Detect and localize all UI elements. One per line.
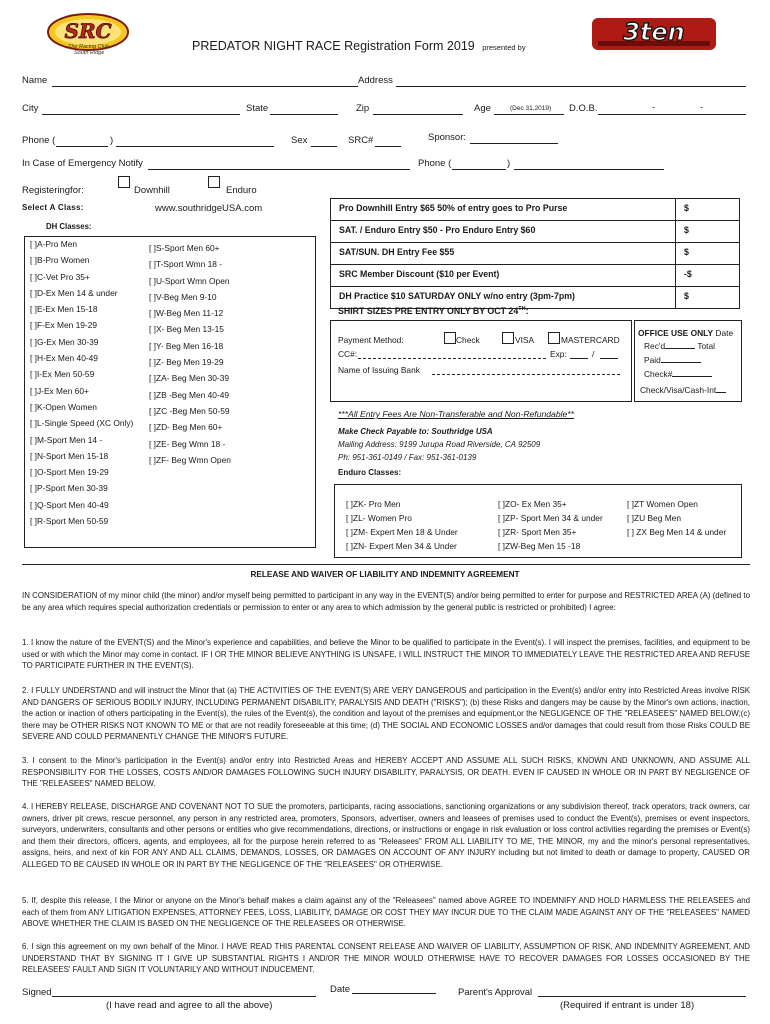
payment-box	[330, 320, 632, 402]
age-label: Age	[474, 103, 491, 114]
check-label: Check	[456, 335, 480, 345]
dh-class-option-b-4[interactable]: [ ]W-Beg Men 11-12	[149, 308, 224, 319]
state-field[interactable]	[270, 114, 338, 115]
enduro-class-option-c-1[interactable]: [ ]ZU Beg Men	[627, 513, 681, 523]
src-num-label: SRC#	[348, 135, 374, 146]
dh-class-option-17[interactable]: [ ]R-Sport Men 50-59	[30, 516, 109, 527]
city-field[interactable]	[42, 114, 240, 115]
signed-field[interactable]	[52, 996, 316, 997]
fee-row	[330, 243, 740, 265]
name-label: Name	[22, 75, 48, 86]
visa-label: VISA	[515, 335, 535, 345]
fee-amount-field[interactable]	[675, 243, 741, 264]
enduro-class-option-c-2[interactable]: [ ] ZX Beg Men 14 & under	[627, 527, 727, 537]
mastercard-label: MASTERCARD	[561, 335, 620, 345]
office-recd-label: Rec'd	[644, 341, 666, 351]
dh-class-option-b-10[interactable]: [ ]ZC -Beg Men 50-59	[149, 405, 230, 416]
form-title	[192, 39, 526, 53]
phone-area-field[interactable]	[56, 146, 108, 147]
age-field[interactable]	[494, 114, 564, 115]
svg-text:SRC: SRC	[64, 19, 112, 43]
release-clause-5: 5. If, despite this release, I the Minor or anyone on the Minor's behalf makes a claim against any of the "Releasees" named above AGREE TO INDEMNIFY AND HOLD HARMLESS THE RELEASEES and each of them from ANY LITIGATION EXPENSES, ATTORNEY FEES, LOSS, LIABILITY, DAMAGE OR COST THEY MAY INCUR DUE TO THE CLAIM MADE AGAINST ANY OF THE "RELEASEES" NAMED ABOVE WHETHER THE CLAIM IS BASED ON THE NEGLIGENCE OF THE RELEASEES OR OTHERWISE.	[22, 896, 750, 929]
age-note: (Dec 31,2019)	[510, 105, 552, 112]
phone-close: )	[110, 135, 114, 146]
section-divider	[22, 564, 750, 565]
address-field[interactable]	[396, 86, 746, 87]
release-clause-6: 6. I sign this agreement on my own behalf of the Minor. I HAVE READ THIS PARENTAL CONSENT RELEASE AND WAIVER OF LIABILITY, ASSUMPTION OF RISK, AND INDEMNITY AGREEMENT, AND UNDERSTAND THAT BY SIGNING IT I GIVE UP SUBSTANTIAL RIGHTS I AND/OR THE MINOR WOULD OTHERWISE HAVE TO RECOVER DAMAGES FOR LOSSES OCCASIONED BY THE RELEASEES' FAULT AND SIGN IT VOLUNTARILY AND WITHOUT INDUCEMENT.	[22, 942, 750, 975]
fee-amount-symbol: $	[684, 225, 689, 235]
enduro-col1	[346, 497, 458, 553]
enduro-classes-title: Enduro Classes:	[338, 468, 402, 477]
issuing-label: Name of Issuing Bank	[338, 365, 420, 375]
city-label: City	[22, 103, 39, 114]
enduro-class-option-b-0[interactable]: [ ]ZO- Ex Men 35+	[498, 499, 567, 509]
state-label: State	[246, 103, 269, 114]
phone-field[interactable]	[116, 146, 274, 147]
fee-label: Pro Downhill Entry $65 50% of entry goes to Pro Purse	[339, 203, 568, 213]
phone2-label: Phone (	[418, 158, 452, 169]
exp-sep: /	[592, 349, 595, 359]
fee-label: SAT/SUN. DH Entry Fee $55	[339, 247, 455, 257]
dh-class-option-13[interactable]: [ ]N-Sport Men 15-18	[30, 450, 109, 461]
phone2-field[interactable]	[514, 169, 664, 170]
dh-class-option-b-13[interactable]: [ ]ZF- Beg Wmn Open	[149, 454, 231, 465]
registering-label: Registeringfor:	[22, 185, 84, 196]
fee-amount-symbol: $	[684, 247, 689, 257]
release-clause-4: 4. I HEREBY RELEASE, DISCHARGE AND COVENANT NOT TO SUE the promoters, participants, racing associations, sanctioning organizations or any subdivision thereof, track operators, track owners, car owners, driver pit crews, rescue personnel, any person in any restricted area, promoters, Sponsors, advertiser, owners and leasees of premises used to conduct the Event(s), premises or event inspectors, surveyors, underwriters, consultants and other persons or entities who give recommendations, directions, or instructions or engage in risk evaluation or loss control activities regarding the premises or Event(s) and them their directors, officers, agents, and employees, all for the purpose herein referred to as "Releasees" FROM ALL LIABILITY TO ME, THE MINOR, my and the minor's personal representatives, assigns, heirs, and next of kin FOR ANY AND ALL CLAIMS, DEMANDS, LOSSES, OR DAMAGES ON ACCOUNT OF ANY INJURY including but not limited to death or damage to property, CAUSED OR ALLEGED TO BE CAUSED IN WHOLE OR IN PART BY THE NEGLIGENCE OF THE "RELEASEES" OR OTHERWISE.	[22, 802, 750, 869]
date-field[interactable]	[352, 993, 436, 994]
check-checkbox[interactable]	[444, 332, 456, 344]
exp-label: Exp:	[550, 349, 567, 359]
dh-class-option-6[interactable]: [ ]G-Ex Men 30-39	[30, 336, 99, 347]
src-logo-sub1: The Racing Club	[68, 44, 109, 50]
enduro-col2	[498, 497, 603, 553]
cc-field[interactable]	[358, 358, 546, 359]
enduro-col3	[627, 497, 726, 539]
fee-amount-symbol: $	[684, 291, 689, 301]
dh-class-option-16[interactable]: [ ]Q-Sport Men 40-49	[30, 499, 109, 510]
enduro-class-option-2[interactable]: [ ]ZM- Expert Men 18 & Under	[346, 527, 458, 537]
dh-class-option-0[interactable]: [ ]A-Pro Men	[30, 239, 78, 249]
shirt-sup: TH	[518, 306, 526, 313]
dh-class-option-10[interactable]: [ ]K-Open Women	[30, 401, 97, 412]
sponsor-field[interactable]	[470, 143, 558, 144]
fee-amount-symbol: $	[684, 203, 689, 213]
dh-class-option-b-1[interactable]: [ ]T-Sport Wmn 18 -	[149, 259, 223, 270]
fees-table	[330, 198, 740, 309]
release-intro: IN CONSIDERATION of my minor child (the minor) and/or myself being permitted to participant in any way in the EVENT(S) and/or being permitted to enter for purpose and RESTRICTED AREA (A) (defined to be any area which requires special authorization credentials or permission to enter or any area to which admission by the general public is restricted or prohibited) I agree:	[22, 591, 750, 612]
office-recd	[644, 341, 715, 351]
dh-class-option-3[interactable]: [ ]D-Ex Men 14 & under	[30, 287, 118, 298]
presented-by: presented by	[482, 43, 526, 52]
dh-class-option-9[interactable]: [ ]J-Ex Men 60+	[30, 385, 89, 396]
dh-class-option-b-5[interactable]: [ ]X- Beg Men 13-15	[149, 324, 224, 335]
office-title-text: OFFICE USE ONLY	[638, 328, 714, 338]
src-logo	[46, 10, 130, 56]
fee-amount-field[interactable]	[675, 221, 741, 242]
dh-classes-col2	[149, 240, 231, 468]
nonrefund-note: ***All Entry Fees Are Non-Transferable and Non-Refundable**	[338, 409, 574, 419]
release-clause-2: 2. I FULLY UNDERSTAND and will instruct the Minor that (a) THE ACTIVITIES OF THE EVENT(S) ARE VERY DANGEROUS and participation in the Event(s) and/or entry into Restricted Areas involve RISK AND DANGERS OF SERIOUS BODILY INJURY, INCLUDING PERMANENT DISABILITY, PARALYSIS AND DEATH ("RISKS"); (b) these Risks and dangers may be cause by the Minor's own actions, inaction, the action or inaction of others participating in the Event(s), the rules of the Event(s), the condition and layout of the premises and equipment,or the NEGLIGENCE OF THE "RELEASEES" NAMED BELOW;(c) there may be OTHER RISKS NOT KNOWN TO ME or that are not readily foreseeable at this time; (d) THE SOCIAL AND ECONOMIC LOSSES and/or damages that could result from those Risks COULD BE SEVERE AND COULD PERMANENTLY CHANGE THE MINOR'S FUTURE.	[22, 686, 750, 742]
src-logo-sub2: South Ridge	[74, 50, 105, 56]
shirt-sizes	[338, 306, 529, 316]
phone-label: Phone (	[22, 135, 56, 146]
exp-month-field[interactable]	[570, 358, 588, 359]
enduro-checkbox[interactable]	[208, 176, 220, 188]
dh-class-option-8[interactable]: [ ]I-Ex Men 50-59	[30, 369, 95, 380]
zip-field[interactable]	[373, 114, 463, 115]
office-title	[638, 328, 733, 338]
issuing-field[interactable]	[432, 374, 620, 375]
fee-amount-field[interactable]	[675, 265, 741, 286]
3ten-logo-text: 3ten	[623, 18, 685, 46]
dh-class-option-1[interactable]: [ ]B-Pro Women	[30, 255, 90, 266]
emergency-field[interactable]	[148, 169, 410, 170]
shirt-text: SHIRT SIZES PRE ENTRY ONLY BY OCT 24	[338, 306, 519, 316]
dh-class-option-b-11[interactable]: [ ]ZD- Beg Men 60+	[149, 422, 223, 433]
dh-class-option-b-7[interactable]: [ ]Z- Beg Men 19-29	[149, 357, 224, 368]
office-total-label: Total	[697, 341, 716, 351]
dob-sep1: -	[652, 102, 656, 113]
sex-field[interactable]	[311, 146, 337, 147]
enduro-class-option-b-3[interactable]: [ ]ZW-Beg Men 15 -18	[498, 541, 581, 551]
office-date: Date	[715, 328, 734, 338]
phone2-close: )	[507, 158, 511, 169]
fee-row	[330, 265, 740, 287]
office-paid-label: Paid	[644, 355, 661, 365]
mastercard-checkbox[interactable]	[548, 332, 560, 344]
zip-label: Zip	[356, 103, 370, 114]
emergency-label: In Case of Emergency Notify	[22, 158, 143, 169]
dob-label: D.O.B.	[569, 103, 598, 114]
office-check-label: Check#	[644, 369, 673, 379]
dh-class-option-b-2[interactable]: [ ]U-Sport Wmn Open	[149, 275, 230, 286]
dh-class-option-b-9[interactable]: [ ]ZB -Beg Men 40-49	[149, 389, 230, 400]
office-methods	[640, 385, 726, 395]
dh-class-option-b-6[interactable]: [ ]Y- Beg Men 16-18	[149, 340, 224, 351]
dh-class-option-14[interactable]: [ ]O-Sport Men 19-29	[30, 467, 109, 478]
fee-label: DH Practice $10 SATURDAY ONLY w/no entry (3pm-7pm)	[339, 291, 575, 301]
dh-class-option-2[interactable]: [ ]C-Vet Pro 35+	[30, 271, 90, 282]
date-label: Date	[330, 984, 351, 995]
fee-row	[330, 221, 740, 243]
downhill-checkbox[interactable]	[118, 176, 130, 188]
parent-approval-label: Parent's Approval	[458, 987, 533, 998]
dh-class-option-12[interactable]: [ ]M-Sport Men 14 -	[30, 434, 103, 445]
fee-label: SRC Member Discount ($10 per Event)	[339, 269, 500, 279]
fee-label: SAT. / Enduro Entry $50 - Pro Enduro Entry $60	[339, 225, 536, 235]
enduro-class-option-0[interactable]: [ ]ZK- Pro Men	[346, 499, 401, 509]
sponsor-label: Sponsor	[428, 132, 464, 143]
enduro-class-option-c-0[interactable]: [ ]ZT Women Open	[627, 499, 698, 509]
signed-note: (I have read and agree to all the above)	[106, 1000, 273, 1011]
enduro-class-option-b-1[interactable]: [ ]ZP- Sport Men 34 & under	[498, 513, 603, 523]
dob-sep2: -	[700, 102, 704, 113]
dh-class-option-7[interactable]: [ ]H-Ex Men 40-49	[30, 353, 98, 364]
visa-checkbox[interactable]	[502, 332, 514, 344]
fee-amount-field[interactable]	[675, 287, 741, 308]
office-check	[644, 369, 712, 379]
dh-class-option-b-3[interactable]: [ ]V-Beg Men 9-10	[149, 291, 217, 302]
fee-amount-field[interactable]	[675, 199, 741, 220]
office-methods-label: Check/Visa/Cash-Int	[640, 385, 717, 395]
parent-note: (Required if entrant is under 18)	[560, 1000, 695, 1011]
sex-label: Sex	[291, 135, 308, 146]
website-link[interactable]: www.southridgeUSA.com	[155, 203, 263, 214]
office-paid	[644, 355, 701, 365]
dh-class-option-b-12[interactable]: [ ]ZE- Beg Wmn 18 -	[149, 438, 226, 449]
dh-class-option-4[interactable]: [ ]E-Ex Men 15-18	[30, 304, 98, 315]
select-class-label: Select A Class:	[22, 203, 84, 212]
enduro-label: Enduro	[226, 185, 257, 196]
dh-classes-col1	[30, 236, 133, 529]
release-clause-3: 3. I consent to the Minor's participation in the Event(s) and/or entry into Restricted Areas and HEREBY ACCEPT AND ASSUME ALL SUCH RISKS, KNOWN AND UNKNOWN, AND ASSUME ALL RESPONSIBILITY FOR THE LOSSES, COSTS AND/OR DAMAGES FOLLOWING SUCH INJURY DISABILITY, PARALYSIS, OR DEATH. EVEN IF CAUSED IN WHOLE OR IN PART BY NEGLIGENCE OF THE "RELEASEES" NAMED BELOW.	[22, 756, 750, 789]
shirt-end: :	[525, 306, 529, 316]
phone2-area-field[interactable]	[452, 169, 506, 170]
release-title: RELEASE AND WAIVER OF LIABILITY AND INDEMNITY AGREEMENT	[250, 570, 520, 579]
fee-amount-symbol: -$	[684, 269, 692, 279]
3ten-logo	[590, 14, 718, 54]
payment-method-label: Payment Method:	[338, 335, 404, 345]
enduro-class-option-1[interactable]: [ ]ZL- Women Pro	[346, 513, 412, 523]
parent-approval-field[interactable]	[538, 996, 746, 997]
mailing-note: Mailing Address: 9199 Jurupa Road Riverside, CA 92509	[338, 440, 541, 449]
dh-class-option-b-8[interactable]: [ ]ZA- Beg Men 30-39	[149, 373, 230, 384]
address-label: Address	[358, 75, 393, 86]
payable-note: Make Check Payable to: Southridge USA	[338, 427, 493, 436]
dh-class-option-5[interactable]: [ ]F-Ex Men 19-29	[30, 320, 98, 331]
enduro-class-option-b-2[interactable]: [ ]ZR- Sport Men 35+	[498, 527, 577, 537]
form-title-text: PREDATOR NIGHT RACE Registration Form 2019	[192, 39, 475, 53]
release-clause-1: 1. I know the nature of the EVENT(S) and the Minor's experience and capabilities, and believe the Minor to be qualified to participate in the Event(s). I will inspect the premises, facilities, and equipment to be used or with which the Minor may come in contact. IF I OR THE MINOR BELIEVE ANYTHING IS UNSAFE, I WILL INSTRUCT THE MINOR TO IMMEDIATELY LEAVE THE RESTRICTED AREA AND REFUSE TO PARTICIPATE FURTHER IN THE EVENT(S).	[22, 638, 750, 671]
dh-class-option-11[interactable]: [ ]L-Single Speed (XC Only)	[30, 418, 134, 429]
cc-label: CC#:	[338, 349, 358, 359]
downhill-label: Downhill	[134, 185, 170, 196]
dh-class-option-15[interactable]: [ ]P-Sport Men 30-39	[30, 483, 108, 494]
dh-classes-title: DH Classes:	[46, 222, 92, 231]
enduro-class-option-3[interactable]: [ ]ZN- Expert Men 34 & Under	[346, 541, 457, 551]
dh-class-option-b-0[interactable]: [ ]S-Sport Men 60+	[149, 243, 220, 253]
src-num-field[interactable]	[375, 146, 401, 147]
name-field[interactable]	[52, 86, 358, 87]
dob-field[interactable]	[598, 114, 746, 115]
fee-row	[330, 198, 740, 221]
signed-label: Signed	[22, 987, 52, 998]
exp-year-field[interactable]	[600, 358, 618, 359]
phone-note: Ph: 951-361-0149 / Fax: 951-361-0139	[338, 453, 477, 462]
